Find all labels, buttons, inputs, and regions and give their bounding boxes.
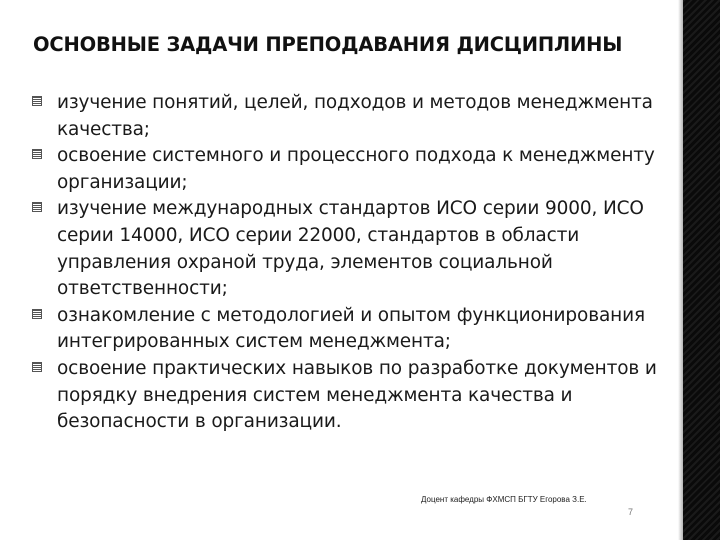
right-decorative-frame [683, 0, 720, 540]
bullet-square-icon [32, 202, 42, 212]
bullet-text: освоение системного и процессного подхода к менеджменту организации; [57, 145, 655, 193]
bullet-square-icon [32, 309, 42, 319]
frame-texture [683, 0, 720, 540]
bullet-item [30, 303, 680, 356]
footer-author: Доцент кафедры ФХМСП БГТУ Егорова З.Е. [421, 495, 587, 504]
bullet-item [30, 196, 680, 302]
bullet-square-icon [32, 362, 42, 372]
bullet-list [30, 90, 680, 436]
slide-title: ОСНОВНЫЕ ЗАДАЧИ ПРЕПОДАВАНИЯ ДИСЦИПЛИНЫ [33, 33, 623, 56]
bullet-text: изучение понятий, целей, подходов и методов менеджмента качества; [57, 92, 653, 140]
bullet-square-icon [32, 96, 42, 106]
bullet-text: ознакомление с методологией и опытом функционирования интегрированных систем менеджмента; [57, 304, 645, 353]
bullet-text: освоение практических навыков по разработке документов и порядку внедрения систем менеджмента качества и безопасности в организации. [57, 357, 657, 433]
bullet-item [30, 143, 680, 196]
bullet-text: изучение международных стандартов ИСО серии 9000, ИСО серии 14000, ИСО серии 22000, стандартов в области управления охраной труда, элементов социальной ответственности; [57, 198, 644, 300]
bullet-item [30, 356, 680, 436]
bullet-item [30, 90, 680, 143]
bullet-square-icon [32, 149, 42, 159]
page-number: 7 [628, 507, 634, 517]
